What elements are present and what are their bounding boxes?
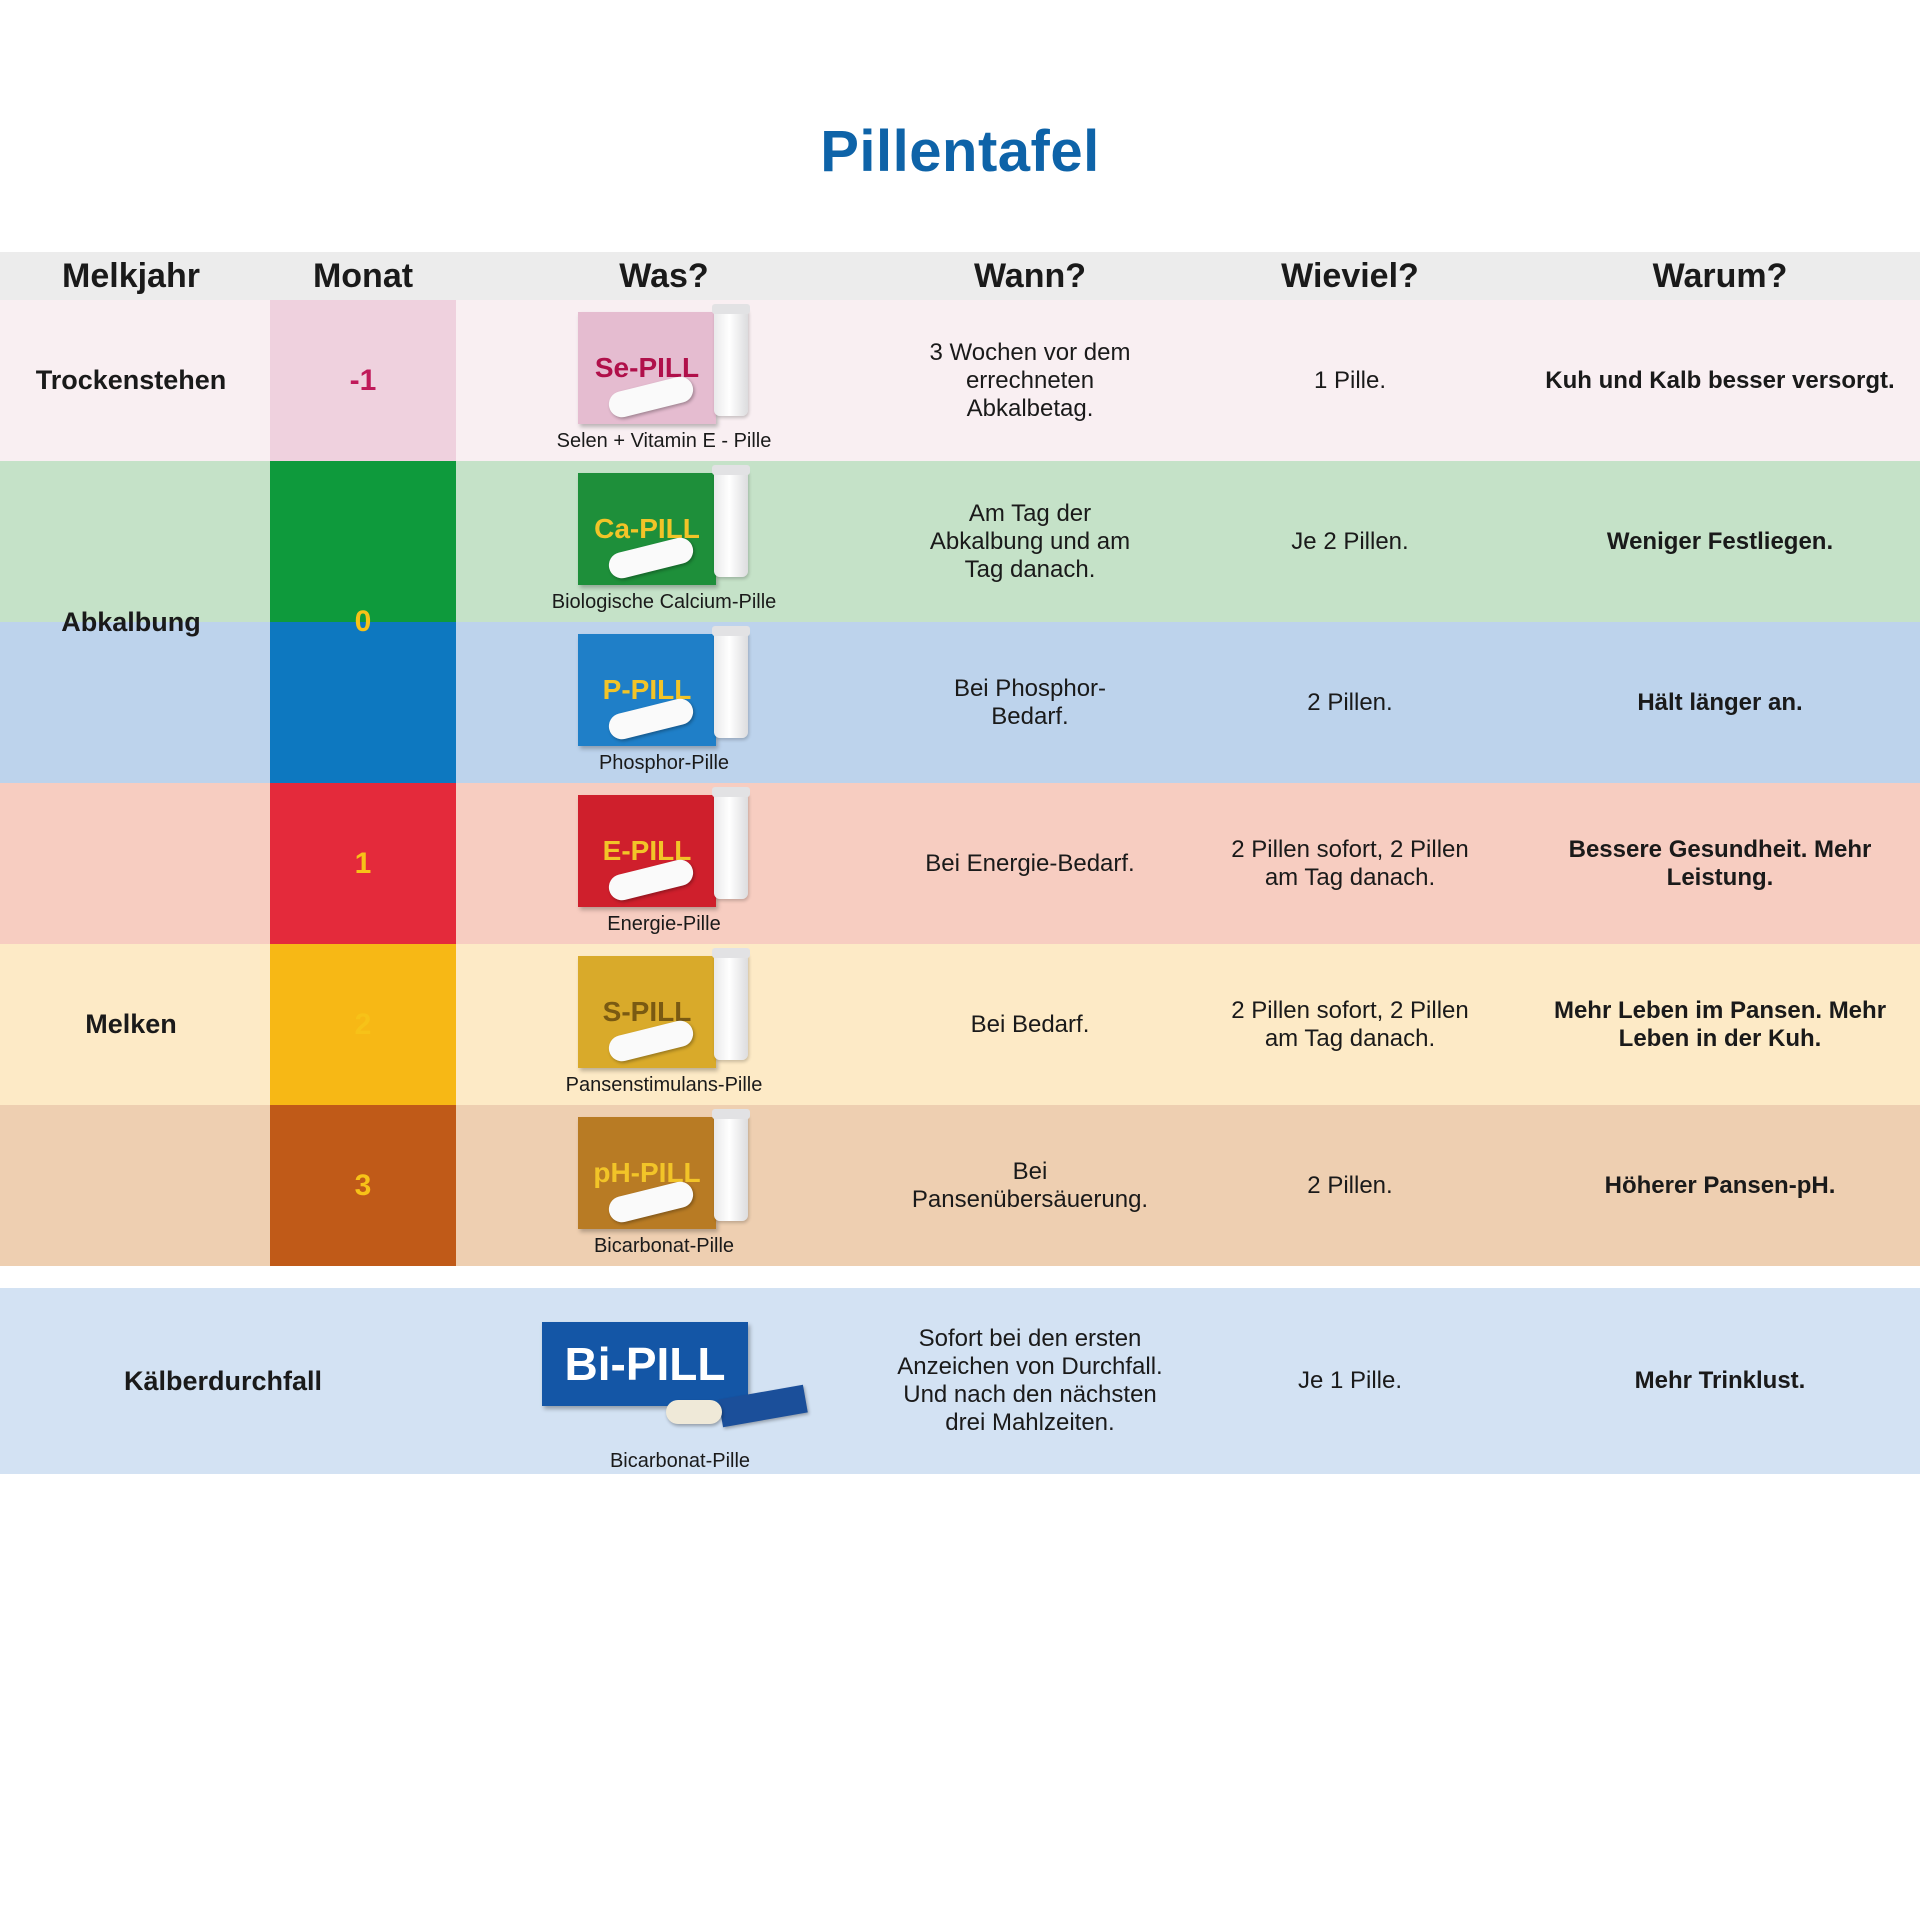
product-box: pH-PILL: [578, 1117, 716, 1229]
product-image: [536, 300, 792, 461]
product-caption: Bicarbonat-Pille: [593, 1235, 735, 1257]
product-box: P-PILL: [578, 634, 716, 746]
why-cell: Mehr Leben im Pansen. Mehr Leben in der Kuh.: [1553, 996, 1887, 1052]
why-cell: Kuh und Kalb besser versorgt.: [1545, 366, 1895, 394]
page-title: Pillentafel: [820, 119, 1100, 184]
product-caption: Selen + Vitamin E - Pille: [556, 430, 772, 452]
why-cell: Höherer Pansen-pH.: [1604, 1171, 1836, 1199]
when-cell: Sofort bei den ersten Anzeichen von Durchfall. Und nach den nächsten drei Mahlzeiten.: [897, 1325, 1163, 1436]
tube-image: [714, 1113, 748, 1221]
product-box: Ca-PILL: [578, 473, 716, 585]
tube-image: [714, 952, 748, 1060]
bolus-image: [666, 1400, 722, 1424]
how-many-cell: 2 Pillen.: [1307, 688, 1393, 716]
when-cell: Bei Pansenübersäuerung.: [911, 1157, 1149, 1213]
tube-image: [714, 791, 748, 899]
when-cell: 3 Wochen vor dem errechneten Abkalbetag.: [929, 338, 1131, 422]
header-was: Was?: [619, 257, 709, 295]
product-image: [536, 461, 792, 622]
tube-image: [714, 630, 748, 738]
table-header: [0, 252, 1920, 300]
product-caption: Phosphor-Pille: [598, 752, 730, 774]
header-warum: Warum?: [1652, 257, 1788, 295]
how-many-cell: 1 Pille.: [1313, 366, 1387, 394]
product-bi-pill: [536, 1288, 836, 1474]
month-minus-1: -1: [270, 300, 456, 461]
header-wieviel: Wieviel?: [1281, 257, 1419, 295]
phase-kaelberdurchfall: Kälberdurchfall: [123, 1365, 323, 1396]
tube-image: [714, 469, 748, 577]
product-caption: Energie-Pille: [607, 913, 721, 935]
header-monat: Monat: [312, 257, 414, 295]
header-wann: Wann?: [973, 257, 1087, 295]
product-box: Se-PILL: [578, 312, 716, 424]
why-cell: Bessere Gesundheit. Mehr Leistung.: [1568, 835, 1872, 891]
when-cell: Bei Phosphor-Bedarf.: [953, 674, 1107, 730]
when-cell: Bei Bedarf.: [970, 1010, 1090, 1038]
product-box: S-PILL: [578, 956, 716, 1068]
when-cell: Am Tag der Abkalbung und am Tag danach.: [929, 499, 1131, 583]
product-caption: Biologische Calcium-Pille: [551, 591, 777, 613]
product-image: [536, 944, 792, 1105]
tube-image: [714, 308, 748, 416]
product-caption: Pansenstimulans-Pille: [565, 1074, 763, 1096]
how-many-cell: Je 2 Pillen.: [1291, 527, 1409, 555]
product-image: [536, 783, 792, 944]
how-many-cell: 2 Pillen sofort, 2 Pillen am Tag danach.: [1231, 996, 1469, 1052]
why-cell: Hält länger an.: [1637, 688, 1803, 716]
phase-melken: Melken: [85, 1009, 177, 1039]
header-melkjahr: Melkjahr: [62, 257, 200, 295]
product-caption: Bicarbonat-Pille: [609, 1450, 751, 1472]
how-many-cell: Je 1 Pille.: [1297, 1367, 1403, 1394]
why-cell: Mehr Trinklust.: [1634, 1367, 1806, 1394]
month-3: 3: [270, 1105, 456, 1266]
product-box: E-PILL: [578, 795, 716, 907]
month-0: 0: [270, 461, 456, 783]
how-many-cell: 2 Pillen.: [1307, 1171, 1393, 1199]
table-row-kaelberdurchfall: [0, 1288, 1920, 1474]
how-many-cell: 2 Pillen sofort, 2 Pillen am Tag danach.: [1231, 835, 1469, 891]
product-image: [536, 1105, 792, 1266]
when-cell: Bei Energie-Bedarf.: [925, 849, 1135, 877]
product-box: Bi-PILL: [542, 1322, 748, 1406]
phase-trockenstehen: Trockenstehen: [35, 365, 227, 395]
month-1: 1: [270, 783, 456, 944]
why-cell: Weniger Festliegen.: [1606, 527, 1834, 555]
product-image: [536, 622, 792, 783]
phase-abkalbung: Abkalbung: [61, 606, 201, 637]
month-2: 2: [270, 944, 456, 1105]
